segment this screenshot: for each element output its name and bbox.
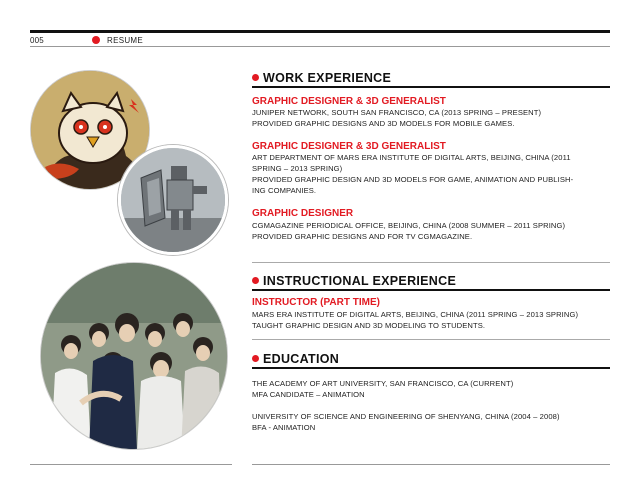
education-detail: THE ACADEMY OF ART UNIVERSITY, SAN FRANCISCO, CA (CURRENT)	[252, 379, 514, 388]
education-heading: EDUCATION	[263, 352, 340, 366]
job-detail: ART DEPARTMENT OF MARS ERA INSTITUTE OF DIGITAL ARTS, BEIJING, CHINA (2011	[252, 153, 571, 162]
instructional-experience-heading: INSTRUCTIONAL EXPERIENCE	[263, 274, 457, 288]
section-divider	[252, 262, 610, 263]
work-experience-heading: WORK EXPERIENCE	[263, 71, 392, 85]
work-bullet-icon	[252, 74, 259, 81]
job-detail: PROVIDED GRAPHIC DESIGNS AND 3D MODELS FOR MOBILE GAMES.	[252, 119, 515, 128]
job-detail: SPRING – 2013 SPRING)	[252, 164, 343, 173]
job-detail: MARS ERA INSTITUTE OF DIGITAL ARTS, BEIJING, CHINA (2011 SPRING – 2013 SPRING)	[252, 310, 579, 319]
group-drawing	[41, 263, 228, 450]
instructional-bullet-icon	[252, 277, 259, 284]
page-number: 005	[30, 36, 44, 45]
job-detail: JUNIPER NETWORK, SOUTH SAN FRANCISCO, CA (2013 SPRING – PRESENT)	[252, 108, 542, 117]
job-title: GRAPHIC DESIGNER & 3D GENERALIST	[252, 96, 446, 107]
footer-rule-right	[252, 464, 610, 465]
group-photo	[40, 262, 228, 450]
header-bullet-icon	[92, 36, 100, 44]
section-label: RESUME	[107, 36, 144, 45]
work-heading-rule	[252, 86, 610, 88]
education-detail: BFA - ANIMATION	[252, 423, 316, 432]
section-divider	[252, 339, 610, 340]
robot-drawing	[121, 148, 225, 252]
instructional-heading-rule	[252, 289, 610, 291]
education-bullet-icon	[252, 355, 259, 362]
education-detail: MFA CANDIDATE – ANIMATION	[252, 390, 365, 399]
header-rule	[30, 46, 610, 47]
education-heading-rule	[252, 367, 610, 369]
education-detail: UNIVERSITY OF SCIENCE AND ENGINEERING OF SHENYANG, CHINA (2004 – 2008)	[252, 412, 560, 421]
top-rule	[30, 30, 610, 33]
job-detail: PROVIDED GRAPHIC DESIGN AND 3D MODELS FOR GAME, ANIMATION AND PUBLISH-	[252, 175, 574, 184]
job-title: GRAPHIC DESIGNER	[252, 208, 354, 219]
robot-sculpture-photo	[118, 145, 228, 255]
job-title: INSTRUCTOR (PART TIME)	[252, 297, 380, 308]
job-detail: PROVIDED GRAPHIC DESIGNS AND FOR TV CGMAGAZINE.	[252, 232, 473, 241]
job-detail: ING COMPANIES.	[252, 186, 317, 195]
job-detail: CGMAGAZINE PERIODICAL OFFICE, BEIJING, CHINA (2008 SUMMER – 2011 SPRING)	[252, 221, 566, 230]
job-title: GRAPHIC DESIGNER & 3D GENERALIST	[252, 141, 446, 152]
job-detail: TAUGHT GRAPHIC DESIGN AND 3D MODELING TO STUDENTS.	[252, 321, 486, 330]
footer-rule-left	[30, 464, 232, 465]
